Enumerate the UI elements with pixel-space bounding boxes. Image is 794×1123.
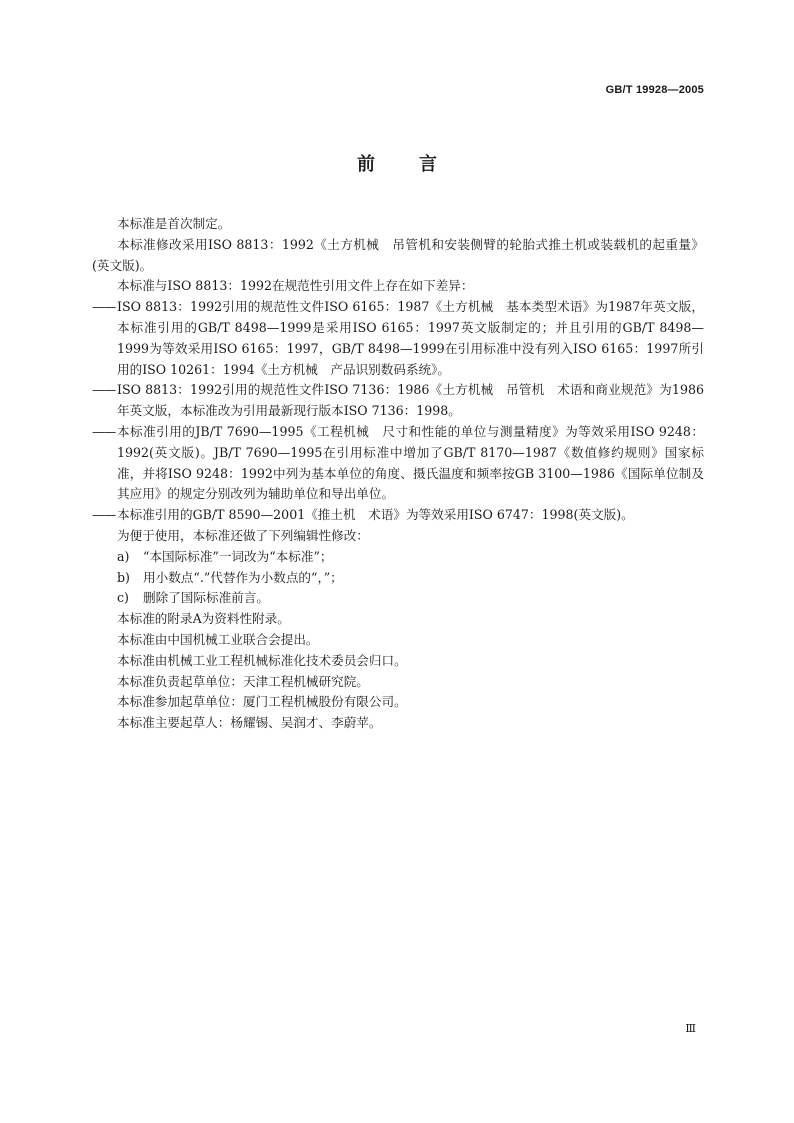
dash-marker: —— xyxy=(92,299,116,315)
alpha-list-item xyxy=(92,568,704,589)
dash-list-item xyxy=(92,380,704,422)
dash-marker: —— xyxy=(92,423,116,439)
page-title: 前言 xyxy=(357,154,481,175)
paragraph: 本标准修改采用ISO 8813：1992《土方机械 吊管机和安装侧臂的轮胎式推土机或装载机的起重量》(英文版)。 xyxy=(92,236,704,273)
paragraph: 本标准的附录A为资料性附录。 xyxy=(117,611,290,627)
dash-marker: —— xyxy=(92,382,116,398)
foreword-body xyxy=(92,214,704,734)
paragraph: 本标准负责起草单位：天津工程机械研究院。 xyxy=(117,673,369,689)
alpha-list-item xyxy=(92,547,704,568)
dash-item-text: 本标准引用的JB/T 7690—1995《工程机械 尺寸和性能的单位与测量精度》为等效采用ISO 9248：1992(英文版)。JB/T 7690—1995在引用标准中增加了GB/T 8170—1987《数值修约规则》国家标准，并将ISO 9248：1992中列为基本单位的角度、摄氏温度和频率按GB 3100—1986《国际单位制及其应用》的规定分别改列为辅助单位和导出单位。 xyxy=(117,423,704,502)
list-label: c) xyxy=(117,590,129,606)
standard-code: GB/T 19928—2005 xyxy=(605,84,704,96)
list-text: “本国际标准”一词改为“本标准”； xyxy=(143,548,333,564)
paragraph: 本标准由机械工业工程机械标准化技术委员会归口。 xyxy=(117,652,407,668)
dash-item-text: ISO 8813：1992引用的规范性文件ISO 7136：1986《土方机械 吊管机 术语和商业规范》为1986年英文版，本标准改为引用最新现行版本ISO 7136：1998。 xyxy=(117,382,704,419)
alpha-list-item xyxy=(92,588,704,609)
dash-list-item xyxy=(92,297,704,380)
page-number: Ⅲ xyxy=(685,1022,696,1035)
dash-item-text: 本标准引用的GB/T 8590—2001《推土机 术语》为等效采用ISO 6747：1998(英文版)。 xyxy=(117,507,634,523)
paragraph: 本标准与ISO 8813：1992在规范性引用文件上存在如下差异： xyxy=(117,278,474,294)
list-label: a) xyxy=(117,548,130,564)
paragraph: 本标准由中国机械工业联合会提出。 xyxy=(117,631,319,647)
dash-list-item xyxy=(92,505,704,526)
paragraph: 为便于使用，本标准还做了下列编辑性修改： xyxy=(117,527,369,543)
dash-list-item xyxy=(92,422,704,505)
paragraph: 本标准主要起草人：杨耀锡、吴润才、李蔚苹。 xyxy=(117,715,382,731)
paragraph: 本标准参加起草单位：厦门工程机械股份有限公司。 xyxy=(117,694,407,710)
dash-item-text: ISO 8813：1992引用的规范性文件ISO 6165：1987《土方机械 基本类型术语》为1987年英文版，本标准引用的GB/T 8498—1999是采用ISO 6165：1997英文版制定的；并且引用的GB/T 8498—1999为等效采用ISO 6165：1997，GB/T 8498—1999在引用标准中没有列入ISO 6165：1997所引用的ISO 10261：1994《土方机械 产品识别数码系统》。 xyxy=(117,299,704,377)
list-text: 用小数点“.”代替作为小数点的“，”； xyxy=(143,569,343,585)
list-label: b) xyxy=(117,569,130,585)
paragraph: 本标准是首次制定。 xyxy=(117,216,231,231)
dash-marker: —— xyxy=(92,507,116,523)
list-text: 删除了国际标准前言。 xyxy=(143,590,269,606)
